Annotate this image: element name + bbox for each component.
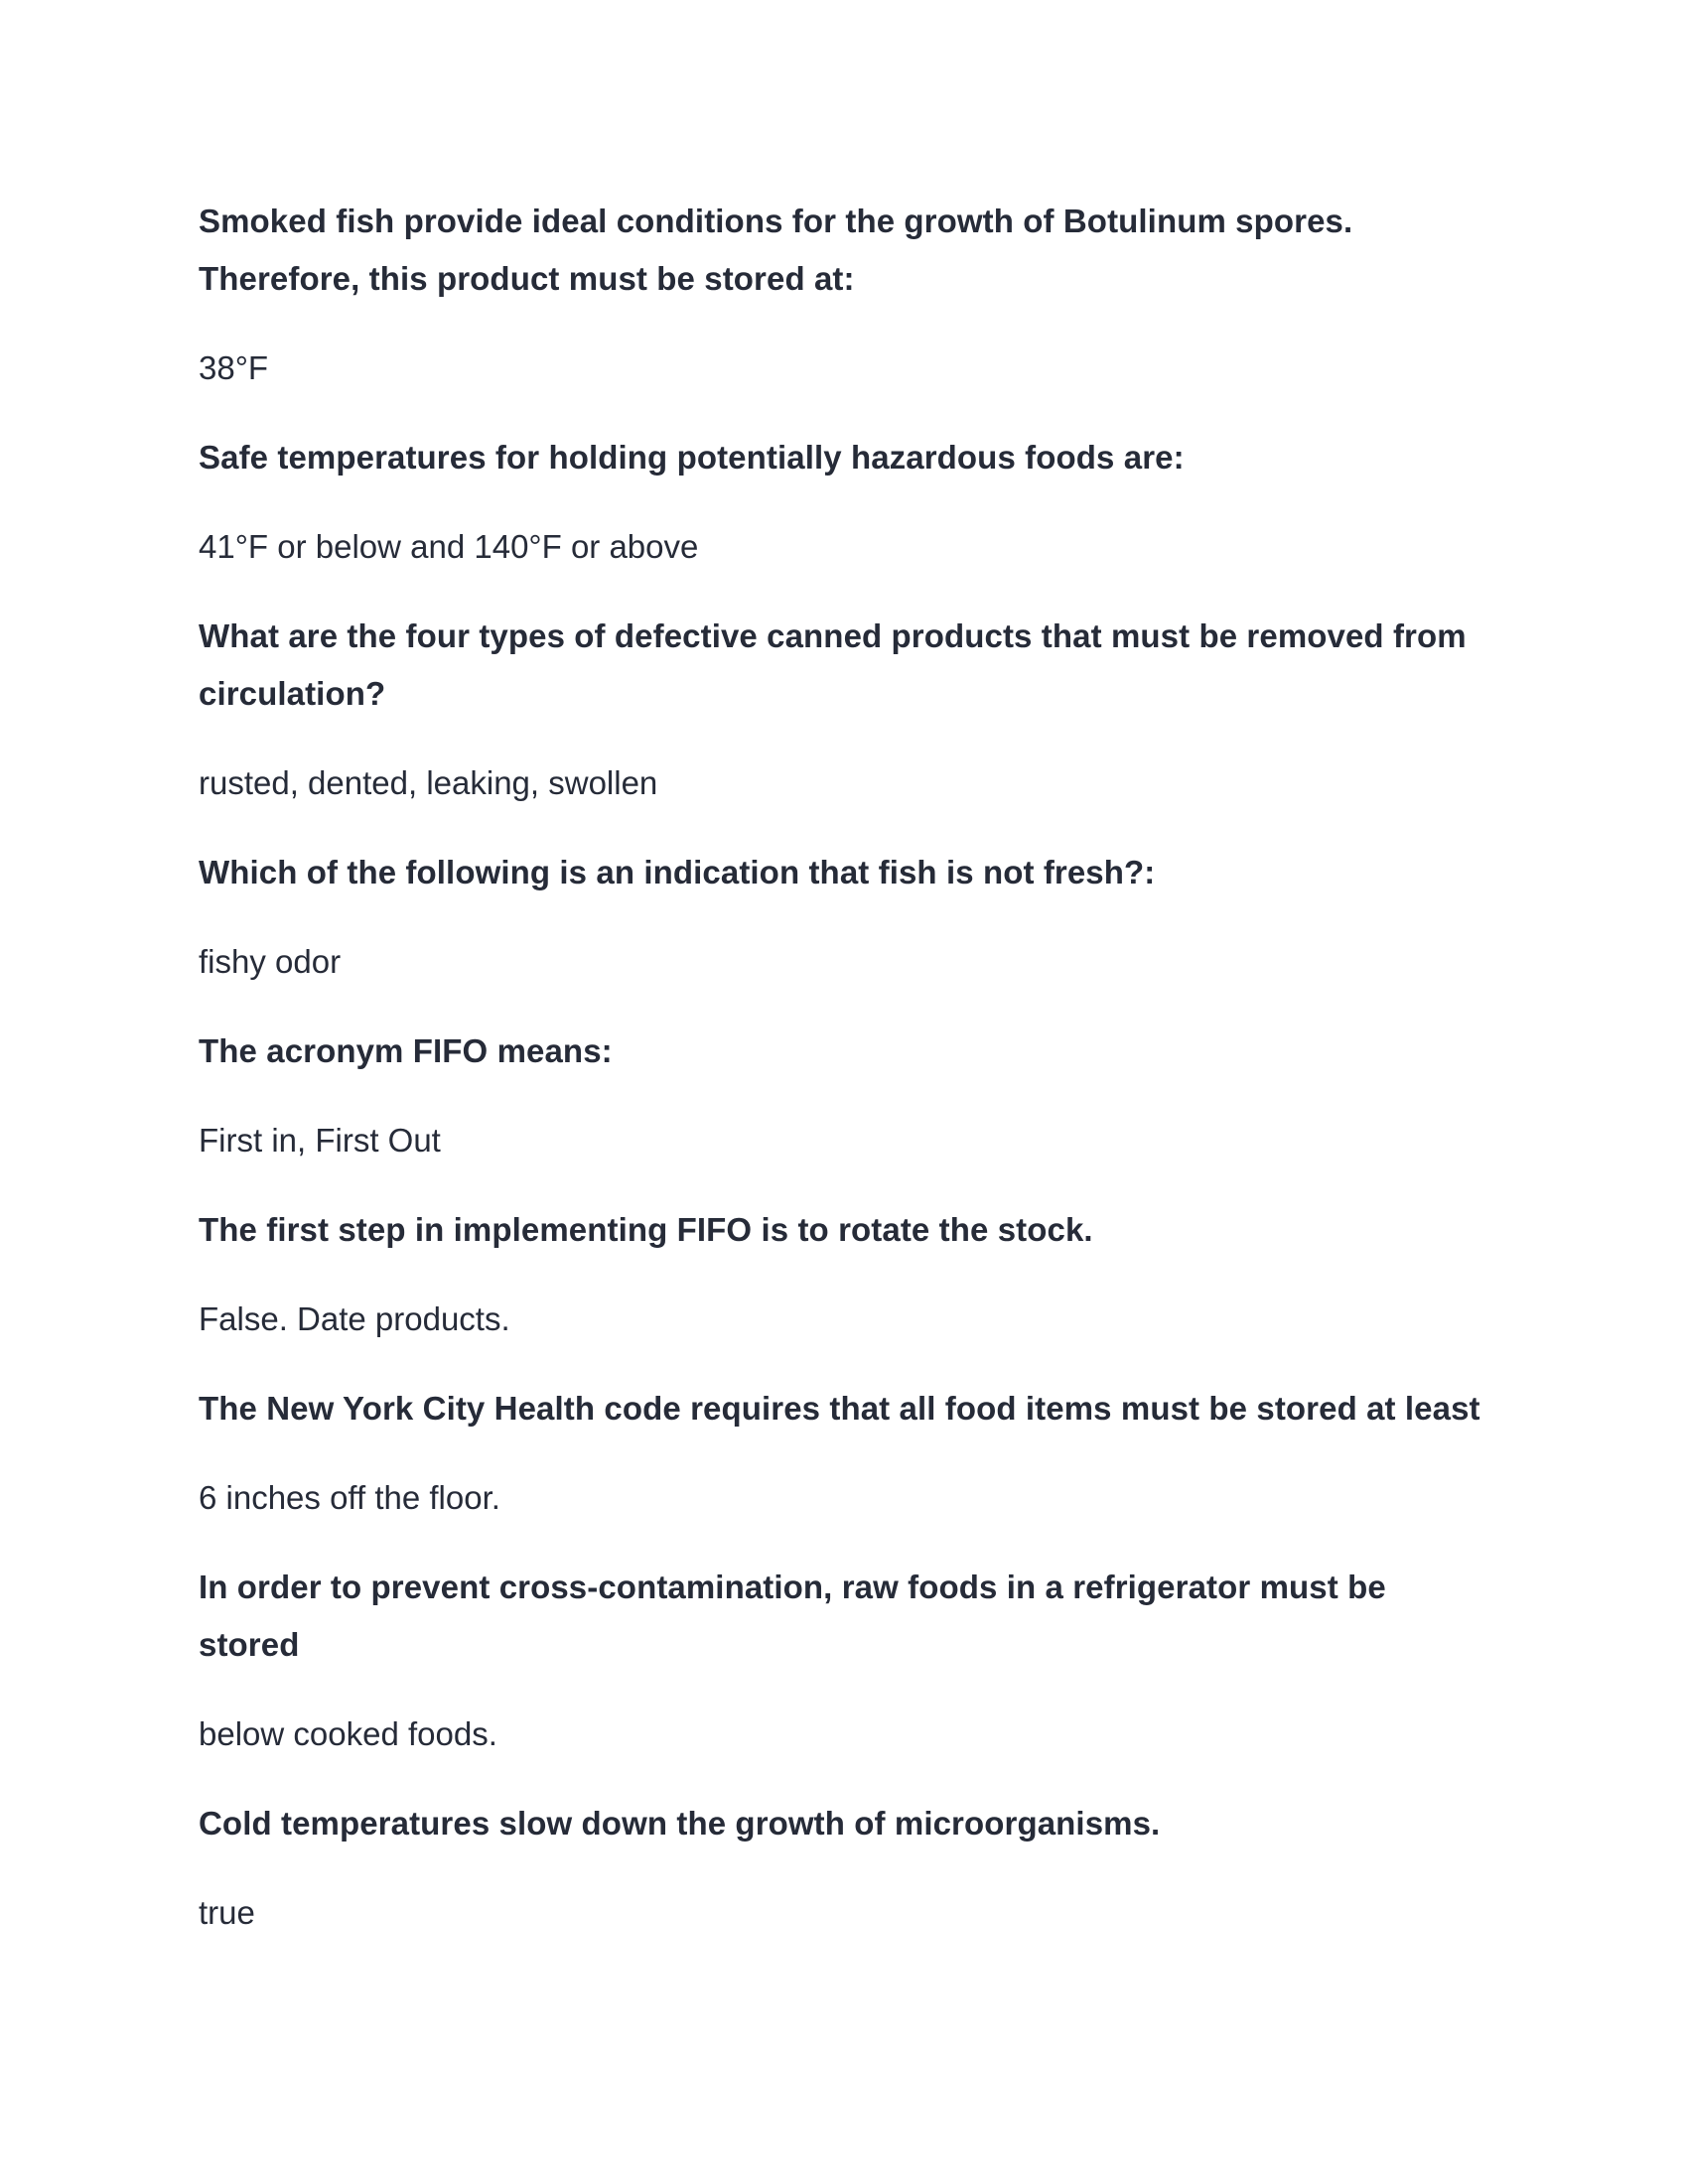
qa-item: [199, 429, 1489, 576]
qa-item: [199, 1380, 1489, 1527]
question-text: The New York City Health code requires that all food items must be stored at least: [199, 1390, 1480, 1427]
qa-item: [199, 193, 1489, 397]
answer-text: rusted, dented, leaking, swollen: [199, 764, 658, 801]
question-text: What are the four types of defective canned products that must be removed from circulation?: [199, 617, 1467, 712]
answer-text: 38°F: [199, 349, 269, 386]
question-text: The first step in implementing FIFO is to rotate the stock.: [199, 1211, 1093, 1248]
answer-text: below cooked foods.: [199, 1715, 497, 1752]
qa-item: [199, 1201, 1489, 1348]
answer-text: fishy odor: [199, 943, 342, 980]
question-text: Which of the following is an indication that fish is not fresh?:: [199, 854, 1156, 890]
question-text: Safe temperatures for holding potentially hazardous foods are:: [199, 439, 1185, 476]
answer-text: 41°F or below and 140°F or above: [199, 528, 699, 565]
answer-text: First in, First Out: [199, 1122, 441, 1159]
answer-text: False. Date products.: [199, 1300, 510, 1337]
answer-text: 6 inches off the floor.: [199, 1479, 500, 1516]
question-text: Smoked fish provide ideal conditions for the growth of Botulinum spores. Therefore, this product must be stored at:: [199, 203, 1353, 297]
answer-text: true: [199, 1894, 255, 1931]
qa-item: [199, 1795, 1489, 1942]
question-text: The acronym FIFO means:: [199, 1032, 613, 1069]
qa-item: [199, 1023, 1489, 1169]
qa-item: [199, 1559, 1489, 1763]
question-text: In order to prevent cross-contamination, raw foods in a refrigerator must be stored: [199, 1569, 1386, 1663]
question-text: Cold temperatures slow down the growth of microorganisms.: [199, 1805, 1161, 1842]
qa-item: [199, 844, 1489, 991]
qa-item: [199, 608, 1489, 812]
